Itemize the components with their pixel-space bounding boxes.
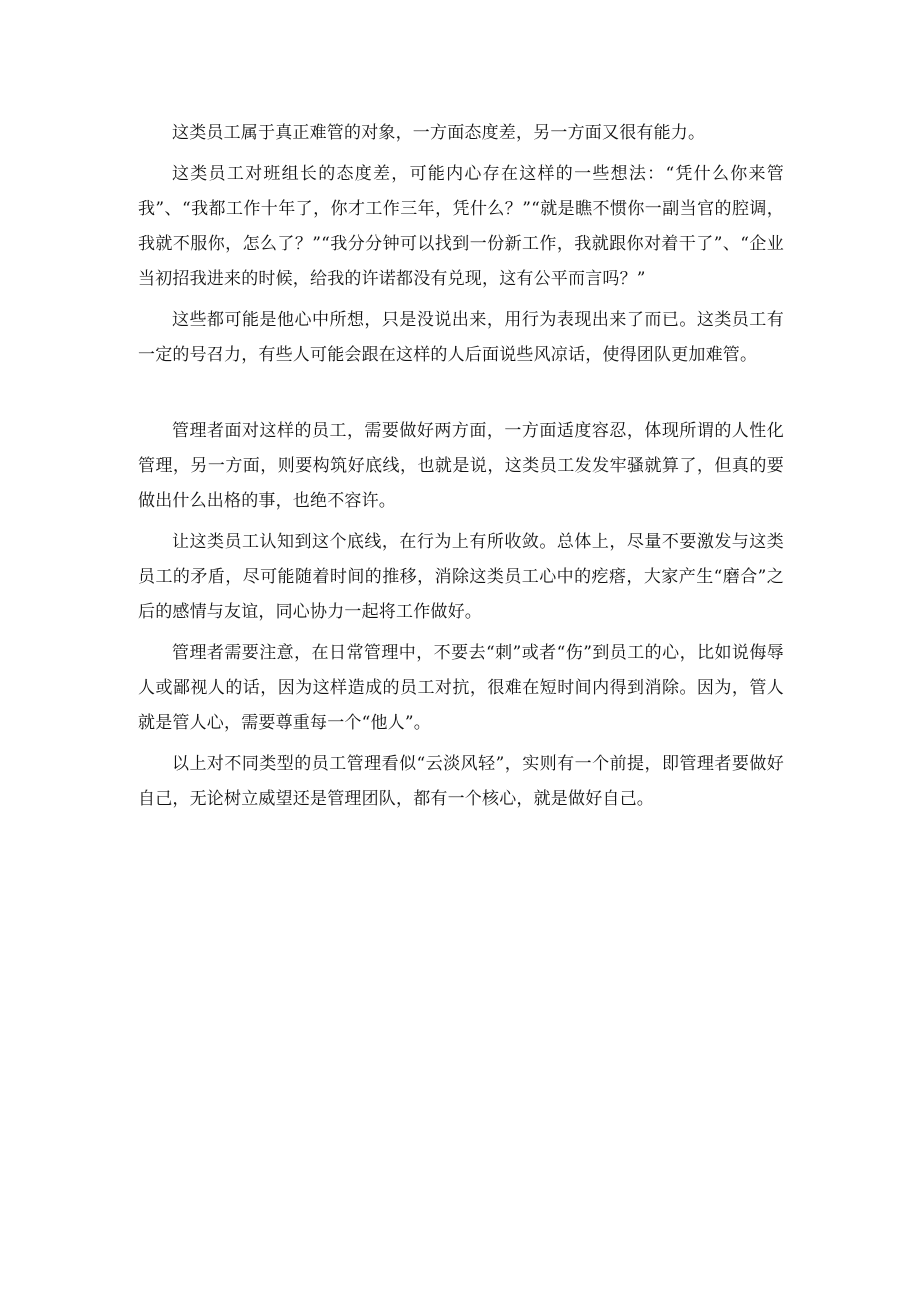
paragraph-3: 这些都可能是他心中所想，只是没说出来，用行为表现出来了而已。这类员工有一定的号召力，有些人可能会跟在这样的人后面说些风凉话，使得团队更加难管。 [138,310,784,365]
paragraph-5: 让这类员工认知到这个底线，在行为上有所收敛。总体上，尽量不要激发与这类员工的矛盾，尽可能随着时间的推移，消除这类员工心中的疙瘩，大家产生“磨合”之后的感情与友谊，同心协力一起将工作做好。 [138,532,784,622]
paragraph-6: 管理者需要注意，在日常管理中，不要去“刺”或者“伤”到员工的心，比如说侮辱人或鄙视人的话，因为这样造成的员工对抗，很难在短时间内得到消除。因为，管人就是管人心，需要尊重每一个“他人”。 [138,643,784,733]
paragraph-1: 这类员工属于真正难管的对象，一方面态度差，另一方面又很有能力。 [172,123,706,143]
document-body [138,116,784,823]
paragraph-7: 以上对不同类型的员工管理看似“云淡风轻”，实则有一个前提，即管理者要做好自己，无论树立威望还是管理团队，都有一个核心，就是做好自己。 [138,754,784,809]
paragraph-4: 管理者面对这样的员工，需要做好两方面，一方面适度容忍，体现所谓的人性化管理，另一方面，则要构筑好底线，也就是说，这类员工发发牢骚就算了，但真的要做出什么出格的事，也绝不容许。 [138,421,784,511]
paragraph-spacer [138,379,784,414]
paragraph-2: 这类员工对班组长的态度差，可能内心存在这样的一些想法：“凭什么你来管我”、“我都工作十年了，你才工作三年，凭什么？”“就是瞧不惯你一副当官的腔调，我就不服你，怎么了？”“我分分钟可以找到一份新工作，我就跟你对着干了”、“企业当初招我进来的时候，给我的许诺都没有兑现，这有公平而言吗？” [138,164,784,289]
